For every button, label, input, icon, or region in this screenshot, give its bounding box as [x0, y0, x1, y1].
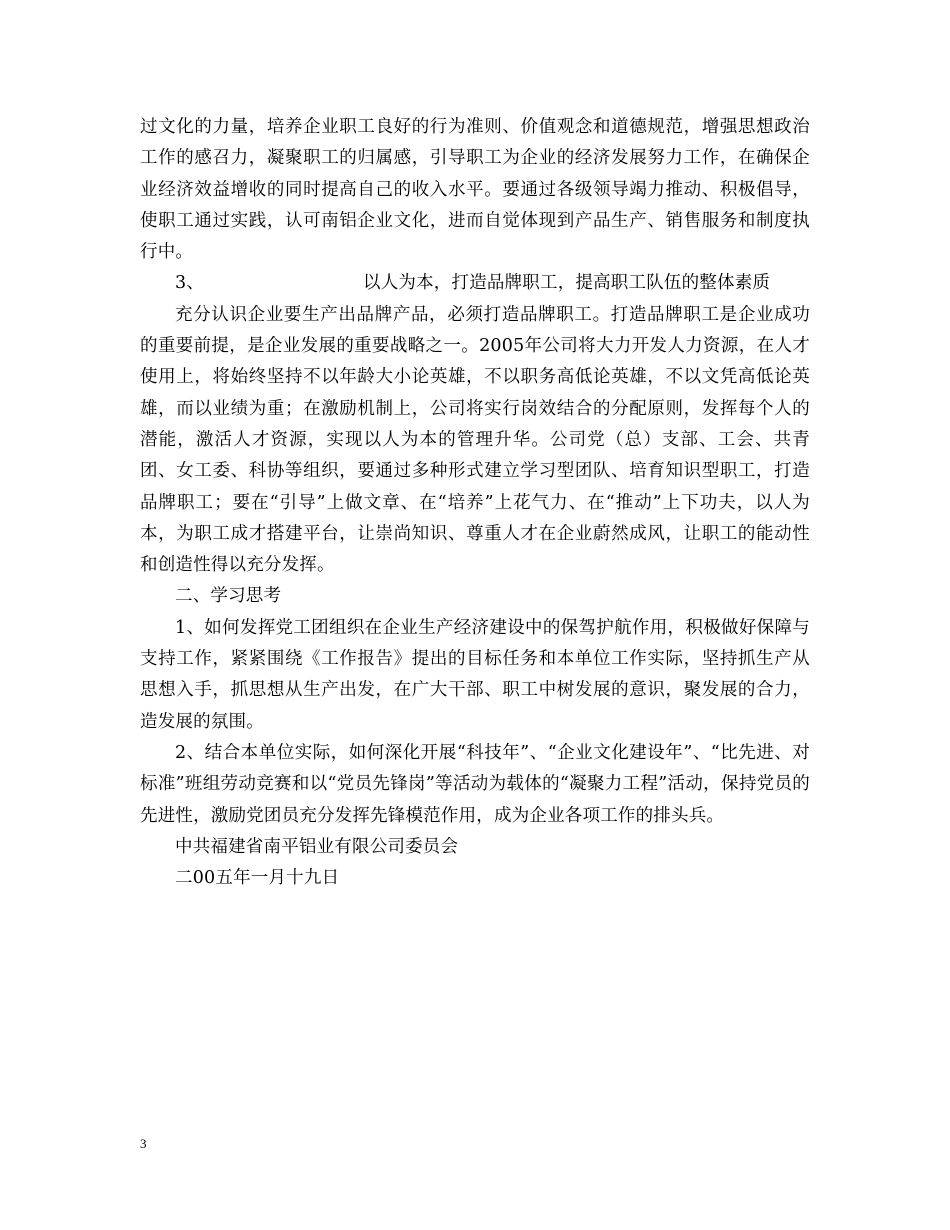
paragraph-study-item-2: 2、结合本单位实际，如何深化开展“科技年”、“企业文化建设年”、“比先进、对标准”班组劳动竞赛和以“党员先锋岗”等活动为载体的“凝聚力工程”活动，保持党员的先进性，激励党团员充分发挥先锋模范作用，成为企业各项工作的排头兵。	[140, 742, 810, 826]
document-page	[140, 112, 810, 894]
signature-organization: 中共福建省南平铝业有限公司委员会	[175, 836, 459, 857]
page-number: 3	[140, 1136, 147, 1151]
section-heading-3	[140, 268, 810, 299]
section-heading-study: 二、学习思考	[175, 586, 282, 607]
section-heading-3-title: 以人为本，打造品牌职工，提高职工队伍的整体素质	[363, 273, 771, 294]
signature-date: 二00五年一月十九日	[175, 868, 340, 889]
paragraph-brand-staff: 充分认识企业要生产出品牌产品，必须打造品牌职工。打造品牌职工是企业成功的重要前提，是企业发展的重要战略之一。2005年公司将大力开发人力资源，在人才使用上，将始终坚持不以年龄大小论英雄，不以职务高低论英雄，不以文凭高低论英雄，而以业绩为重；在激励机制上，公司将实行岗效结合的分配原则，发挥每个人的潜能，激活人才资源，实现以人为本的管理升华。公司党（总）支部、工会、共青团、女工委、科协等组织，要通过多种形式建立学习型团队、培育知识型职工，打造品牌职工；要在“引导”上做文章、在“培养”上花气力、在“推动”上下功夫，以人为本，为职工成才搭建平台，让崇尚知识、尊重人才在企业蔚然成风，让职工的能动性和创造性得以充分发挥。	[140, 304, 810, 576]
section-heading-3-number: 3、	[175, 273, 205, 294]
paragraph-study-item-1: 1、如何发挥党工团组织在企业生产经济建设中的保驾护航作用，积极做好保障与支持工作，紧紧围绕《工作报告》提出的目标任务和本单位工作实际，坚持抓生产从思想入手，抓思想从生产出发，在广大干部、职工中树发展的意识，聚发展的合力，造发展的氛围。	[140, 617, 810, 732]
paragraph-culture-continuation: 过文化的力量，培养企业职工良好的行为准则、价值观念和道德规范，增强思想政治工作的感召力，凝聚职工的归属感，引导职工为企业的经济发展努力工作，在确保企业经济效益增收的同时提高自己的收入水平。要通过各级领导竭力推动、积极倡导，使职工通过实践，认可南铝企业文化，进而自觉体现到产品生产、销售服务和制度执行中。	[140, 117, 810, 263]
